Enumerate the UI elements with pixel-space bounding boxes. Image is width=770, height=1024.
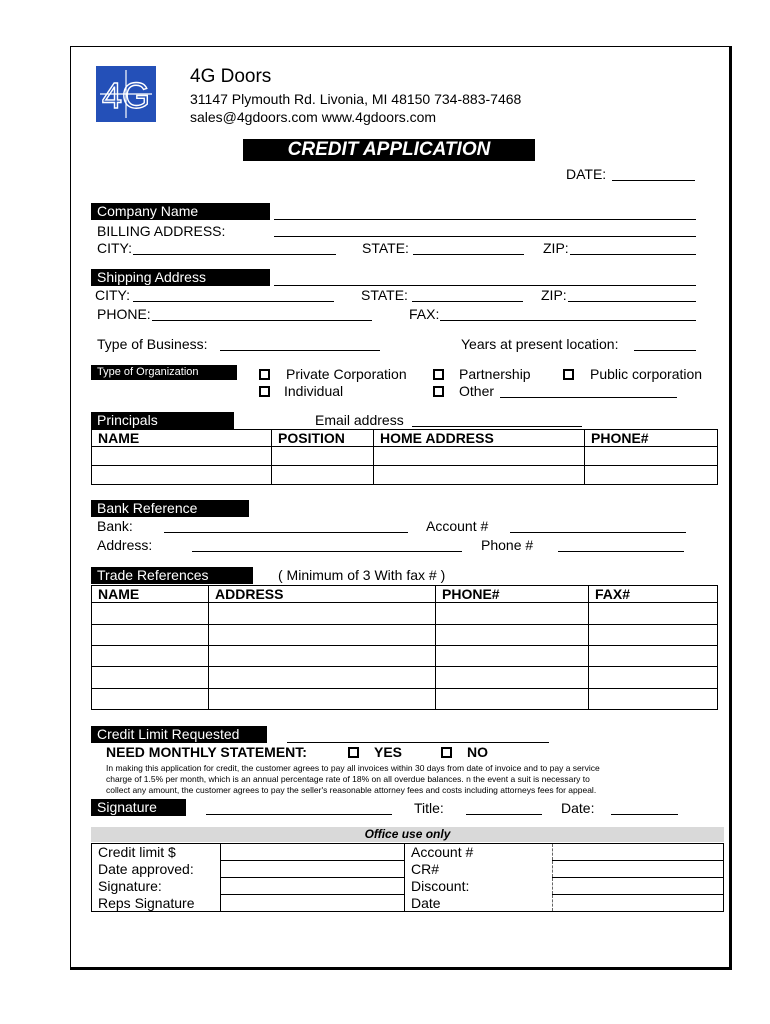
title-field[interactable] [466, 814, 542, 815]
years-at-location-field[interactable] [634, 350, 696, 351]
office-account-label: Account # [405, 844, 553, 861]
account-field[interactable] [510, 532, 686, 533]
table-cell[interactable] [589, 689, 718, 710]
table-cell[interactable] [374, 447, 585, 466]
state-label: STATE: [362, 240, 409, 256]
phone-field[interactable] [152, 320, 372, 321]
table-cell[interactable] [436, 625, 589, 646]
office-cr-label: CR# [405, 861, 553, 878]
office-cr-field[interactable] [553, 861, 724, 878]
table-cell[interactable] [209, 646, 436, 667]
credit-limit-field[interactable] [287, 742, 549, 743]
trade-col-fax: FAX# [589, 586, 718, 603]
table-cell[interactable] [436, 603, 589, 625]
monthly-statement-label: NEED MONTHLY STATEMENT: [106, 744, 307, 760]
table-cell[interactable] [436, 689, 589, 710]
logo-graphic [96, 66, 156, 122]
principals-table [91, 429, 718, 485]
table-cell[interactable] [374, 466, 585, 485]
table-cell[interactable] [209, 689, 436, 710]
bank-label: Bank: [97, 518, 133, 534]
shipping-city-field[interactable] [133, 301, 334, 302]
table-cell[interactable] [92, 625, 209, 646]
form-title: CREDIT APPLICATION [243, 139, 535, 161]
bank-field[interactable] [164, 532, 408, 533]
table-cell[interactable] [436, 667, 589, 689]
office-reps-signature-field[interactable] [221, 895, 405, 912]
years-at-location-label: Years at present location: [461, 336, 619, 352]
public-corporation-checkbox[interactable] [563, 369, 574, 380]
bank-reference-header: Bank Reference [91, 500, 249, 517]
type-of-organization-header: Type of Organization [91, 365, 237, 380]
table-cell[interactable] [589, 625, 718, 646]
city-label: CITY: [97, 240, 133, 256]
office-date-approved-field[interactable] [221, 861, 405, 878]
office-reps-signature-label: Reps Signature [92, 895, 221, 912]
shipping-zip-field[interactable] [568, 301, 696, 302]
shipping-address-field[interactable] [274, 285, 696, 286]
phone-label: PHONE: [97, 306, 151, 322]
date-label: DATE: [566, 166, 607, 182]
bank-phone-field[interactable] [558, 551, 684, 552]
zip-label: ZIP: [543, 240, 569, 256]
office-discount-label: Discount: [405, 878, 553, 895]
shipping-zip-label: ZIP: [541, 287, 567, 303]
company-name-header: Company Name [91, 203, 270, 220]
state-field[interactable] [413, 254, 524, 255]
principals-col-name: NAME [92, 430, 272, 447]
terms-line-2: charge of 1.5% per month, which is an annual percentage rate of 18% on all overdue balances. n the event a suit is necessary to [106, 774, 590, 784]
account-label: Account # [426, 518, 489, 534]
statement-yes-label: YES [374, 744, 403, 760]
table-cell[interactable] [92, 603, 209, 625]
company-logo [96, 66, 156, 122]
table-cell[interactable] [585, 466, 718, 485]
other-checkbox[interactable] [433, 386, 444, 397]
fax-label: FAX: [409, 306, 440, 322]
principals-col-position: POSITION [272, 430, 374, 447]
office-signature-field[interactable] [221, 878, 405, 895]
trade-references-table [91, 585, 718, 710]
company-contact: sales@4gdoors.com www.4gdoors.com [190, 109, 437, 125]
table-cell[interactable] [92, 447, 272, 466]
bank-phone-label: Phone # [481, 537, 534, 553]
trade-references-note: ( Minimum of 3 With fax # ) [278, 567, 446, 583]
office-account-field[interactable] [553, 844, 724, 861]
signature-header: Signature [91, 799, 186, 816]
principals-header: Principals [91, 412, 234, 429]
bank-address-label: Address: [97, 537, 153, 553]
company-name-field[interactable] [274, 219, 696, 220]
table-cell[interactable] [272, 447, 374, 466]
statement-yes-checkbox[interactable] [348, 747, 359, 758]
logo-text: 4G [101, 75, 151, 116]
signature-field[interactable] [206, 814, 392, 815]
shipping-city-label: CITY: [95, 287, 131, 303]
trade-col-name: NAME [92, 586, 209, 603]
company-address: 31147 Plymouth Rd. Livonia, MI 48150 734-883-7468 [190, 91, 522, 107]
table-cell[interactable] [92, 667, 209, 689]
table-cell[interactable] [585, 447, 718, 466]
table-cell[interactable] [589, 667, 718, 689]
table-cell[interactable] [589, 646, 718, 667]
table-cell[interactable] [436, 646, 589, 667]
fax-field[interactable] [440, 320, 696, 321]
private-corporation-label: Private Corporation [286, 366, 407, 382]
other-field[interactable] [500, 397, 677, 398]
office-date-field[interactable] [553, 895, 724, 912]
statement-no-label: NO [467, 744, 488, 760]
trade-references-header: Trade References [91, 567, 253, 584]
private-corporation-checkbox[interactable] [259, 369, 270, 380]
individual-checkbox[interactable] [259, 386, 270, 397]
office-date-label: Date [405, 895, 553, 912]
office-discount-field[interactable] [553, 878, 724, 895]
public-corporation-label: Public corporation [590, 366, 703, 382]
company-name: 4G Doors [190, 66, 272, 87]
statement-no-checkbox[interactable] [441, 747, 452, 758]
trade-col-phone: PHONE# [436, 586, 589, 603]
individual-label: Individual [284, 383, 344, 399]
partnership-checkbox[interactable] [433, 369, 444, 380]
office-credit-limit-label: Credit limit $ [92, 844, 221, 861]
table-cell[interactable] [92, 689, 209, 710]
terms-line-1: In making this application for credit, the customer agrees to pay all invoices within 30 days from date of invoice and to pay a service [106, 763, 600, 773]
type-of-business-field[interactable] [220, 350, 380, 351]
city-field[interactable] [133, 254, 336, 255]
terms-line-3: collect any amount, the customer agrees to pay the seller's reasonable attorney fees and costs including attorneys fees for appeal. [106, 785, 597, 795]
signature-date-field[interactable] [611, 814, 678, 815]
shipping-address-header: Shipping Address [91, 269, 270, 286]
email-address-field[interactable] [412, 426, 582, 427]
email-address-label: Email address [315, 412, 404, 428]
trade-col-address: ADDRESS [209, 586, 436, 603]
table-cell[interactable] [209, 625, 436, 646]
title-label: Title: [414, 800, 444, 816]
office-use-header: Office use only [364, 827, 451, 841]
signature-date-label: Date: [561, 800, 595, 816]
shipping-state-label: STATE: [361, 287, 408, 303]
table-cell[interactable] [209, 667, 436, 689]
table-cell[interactable] [589, 603, 718, 625]
office-date-approved-label: Date approved: [92, 861, 221, 878]
billing-address-field[interactable] [274, 236, 696, 237]
principals-col-home-address: HOME ADDRESS [374, 430, 585, 447]
table-cell[interactable] [92, 646, 209, 667]
date-field[interactable] [612, 180, 695, 181]
type-of-business-label: Type of Business: [97, 336, 208, 352]
principals-col-phone: PHONE# [585, 430, 718, 447]
office-credit-limit-field[interactable] [221, 844, 405, 861]
bank-address-field[interactable] [192, 551, 462, 552]
partnership-label: Partnership [459, 366, 531, 382]
other-label: Other [459, 383, 495, 399]
zip-field[interactable] [570, 254, 696, 255]
table-cell[interactable] [92, 466, 272, 485]
credit-limit-header: Credit Limit Requested [91, 726, 267, 743]
table-cell[interactable] [209, 603, 436, 625]
office-signature-label: Signature: [92, 878, 221, 895]
office-use-table [91, 843, 724, 912]
shipping-state-field[interactable] [412, 301, 523, 302]
billing-address-label: BILLING ADDRESS: [97, 223, 226, 239]
table-cell[interactable] [272, 466, 374, 485]
